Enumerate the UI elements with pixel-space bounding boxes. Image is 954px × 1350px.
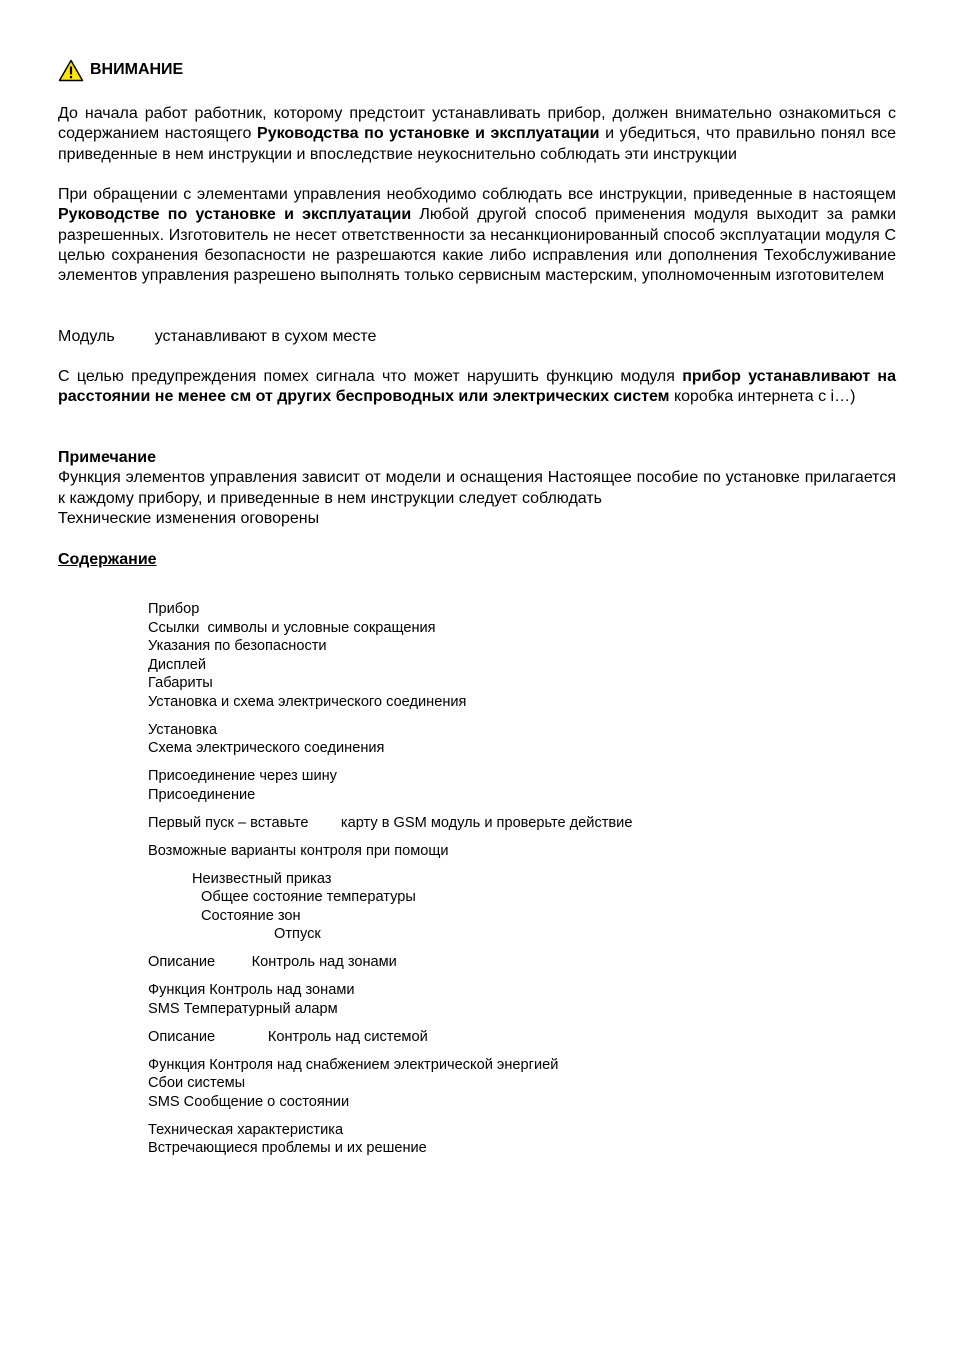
toc-item: Сбои системы: [148, 1075, 246, 1091]
toc-item: Описание Контроль над зонами: [148, 954, 397, 970]
text-run: Любой другой способ применения модуля выходит за рамки разрешенных. Изготовитель не несет ответственности за несанкционированный способ эксплуатации модуля С целью сохранения безопасности не разрешаются какие либо исправления или дополнения Техобслуживание элементов управления разрешено выполнять только сервисным мастерским, уполномоченным изготовителем: [58, 206, 896, 285]
warning-header: [58, 57, 183, 83]
contents-section: [58, 550, 896, 570]
bold-run: прибор устанавливают на расстоянии не менее см от других беспроводных или электрических систем: [58, 368, 896, 406]
warning-title: ВНИМАНИЕ: [90, 61, 184, 78]
toc-item: Функция Контроля над снабжением электрической энергией: [148, 1056, 559, 1073]
toc-item: Указания по безопасности: [148, 638, 327, 654]
toc-item: Присоединение через шину: [148, 768, 337, 784]
toc-item: Прибор: [148, 601, 200, 617]
intro-paragraph-4: [58, 367, 896, 408]
text-run: До начала работ работник, которому предстоит устанавливать прибор, должен внимательно ознакомиться с содержанием настоящего: [58, 105, 896, 143]
intro-paragraph-3: [58, 327, 896, 347]
toc-item: Техническая характеристика: [148, 1121, 344, 1138]
toc-item: Общее состояние температуры: [201, 889, 416, 905]
text-run: С целью предупреждения помех сигнала что может нарушить функцию модуля: [58, 368, 683, 385]
intro-paragraph-1: [58, 104, 896, 165]
toc-item: Первый пуск – вставьте карту в GSM модуль и проверьте действие: [148, 814, 633, 831]
toc-item: Отпуск: [274, 926, 321, 942]
toc-item: Ссылки символы и условные сокращения: [148, 619, 436, 636]
toc-item: Габариты: [148, 675, 213, 691]
text-run: При обращении с элементами управления необходимо соблюдать все инструкции, приведенные в настоящем: [58, 186, 896, 203]
toc-item: Встречающиеся проблемы и их решение: [148, 1140, 427, 1156]
toc-item: Дисплей: [148, 656, 207, 673]
note-line-2: Технические изменения оговорены: [58, 509, 320, 527]
note-heading: Примечание: [58, 449, 157, 466]
toc-item: Возможные варианты контроля при помощи: [148, 842, 449, 859]
toc-item: Присоединение: [148, 786, 256, 803]
toc-item: Функция Контроль над зонами: [148, 982, 355, 998]
toc-item: SMS Температурный аларм: [148, 1000, 338, 1017]
toc-item: Описание Контроль над системой: [148, 1028, 428, 1045]
note-line-1: Функция элементов управления зависит от модели и оснащения Настоящее пособие по установке прилагается к каждому прибору, и приведенные в нем инструкции следует соблюдать: [58, 469, 896, 507]
toc-item: SMS Сообщение о состоянии: [148, 1093, 350, 1110]
note-section: [58, 448, 896, 529]
intro-paragraph-2: [58, 185, 896, 286]
text-run: и убедиться, что правильно понял все приведенные в нем инструкции и впоследствие неукоснительно соблюдать эти инструкции: [58, 125, 897, 163]
toc-item: Установка: [148, 721, 217, 738]
toc-item: Состояние зон: [201, 907, 301, 924]
toc-item: Установка и схема электрического соединения: [148, 693, 467, 710]
text-run: коробка интернета с i…): [669, 388, 856, 406]
contents-heading: Содержание: [58, 551, 157, 568]
toc-item: Неизвестный приказ: [192, 870, 332, 887]
text-run: Модуль устанавливают в сухом месте: [58, 328, 377, 345]
toc-item: Схема электрического соединения: [148, 740, 385, 756]
warning-triangle-icon: [58, 59, 84, 82]
bold-run: Руководства по установке и эксплуатации: [257, 125, 600, 143]
bold-run: Руководстве по установке и эксплуатации: [58, 206, 412, 224]
